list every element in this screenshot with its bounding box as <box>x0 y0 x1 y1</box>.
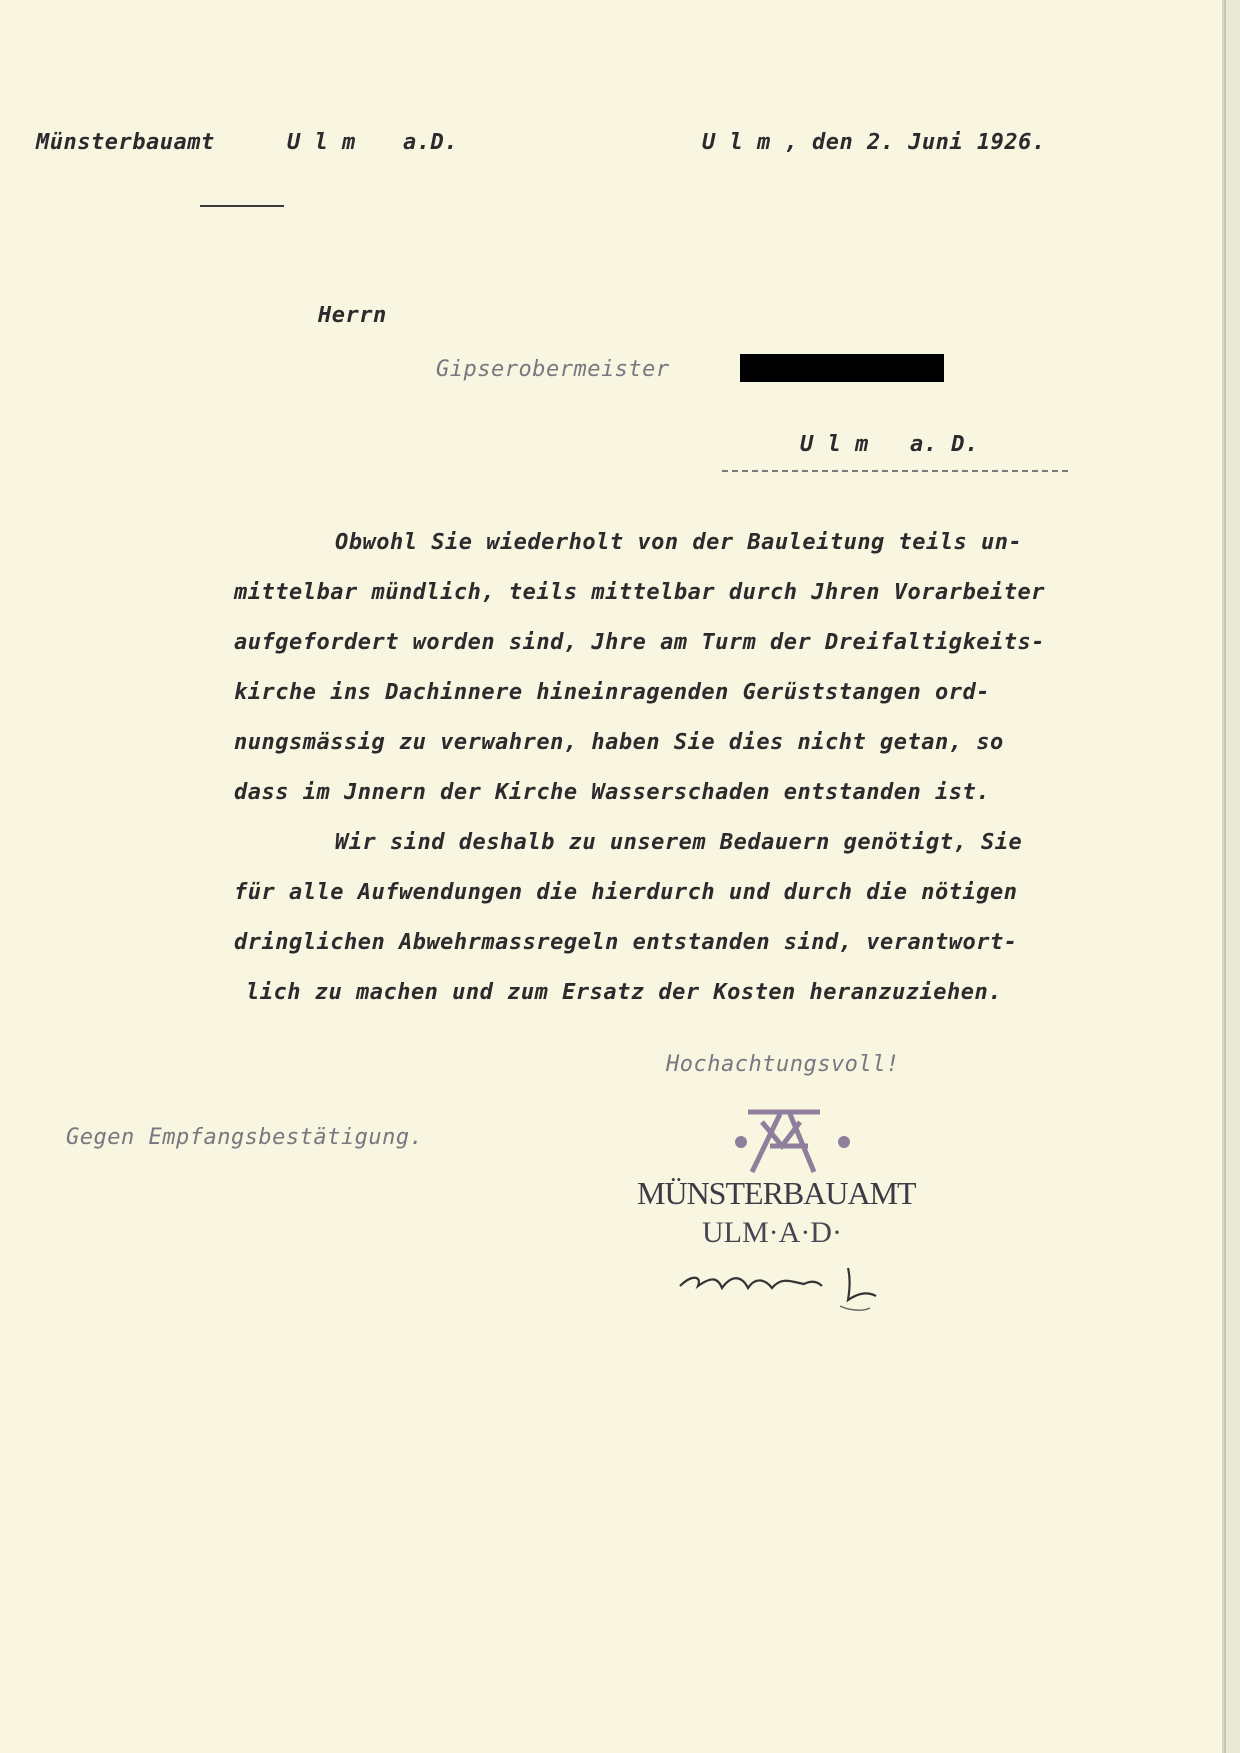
recipient-city: U l m a. D. <box>800 432 979 457</box>
office-suffix: a.D. <box>403 130 458 155</box>
body-line: aufgefordert worden sind, Jhre am Turm der Dreifaltigkeits- <box>234 630 1045 655</box>
header-rule <box>200 205 284 207</box>
stamp-line-2: ULM·A·D· <box>702 1216 842 1249</box>
body-line: lich zu machen und zum Ersatz der Kosten heranzuziehen. <box>246 980 1002 1005</box>
seal-emblem <box>748 1112 820 1172</box>
office-name: Münsterbauamt <box>36 130 215 155</box>
body-line: Wir sind deshalb zu unserem Bedauern genötigt, Sie <box>335 830 1023 855</box>
signature <box>672 1246 902 1316</box>
receipt-note: Gegen Empfangsbestätigung. <box>66 1125 424 1150</box>
redaction-bar <box>740 354 944 382</box>
recipient-salutation: Herrn <box>318 303 387 328</box>
seal-dot-left <box>735 1136 747 1148</box>
stamp-line-1: MÜNSTERBAUAMT <box>637 1175 916 1211</box>
body-line: für alle Aufwendungen die hierdurch und durch die nötigen <box>234 880 1018 905</box>
recipient-title: Gipserobermeister <box>436 357 670 382</box>
office-city: U l m <box>287 130 356 155</box>
body-line: Obwohl Sie wiederholt von der Bauleitung teils un- <box>335 530 1023 555</box>
letter-date: U l m , den 2. Juni 1926. <box>702 130 1046 155</box>
body-line: dass im Jnnern der Kirche Wasserschaden entstanden ist. <box>234 780 990 805</box>
body-line: mittelbar mündlich, teils mittelbar durch Jhren Vorarbeiter <box>234 580 1045 605</box>
body-line: dringlichen Abwehrmassregeln entstanden sind, verantwort- <box>234 930 1018 955</box>
recipient-city-underline <box>722 470 1068 472</box>
seal-dot-right <box>838 1136 850 1148</box>
closing: Hochachtungsvoll! <box>666 1052 900 1077</box>
body-line: nungsmässig zu verwahren, haben Sie dies nicht getan, so <box>234 730 1004 755</box>
body-line: kirche ins Dachinnere hineinragenden Gerüststangen ord- <box>234 680 990 705</box>
